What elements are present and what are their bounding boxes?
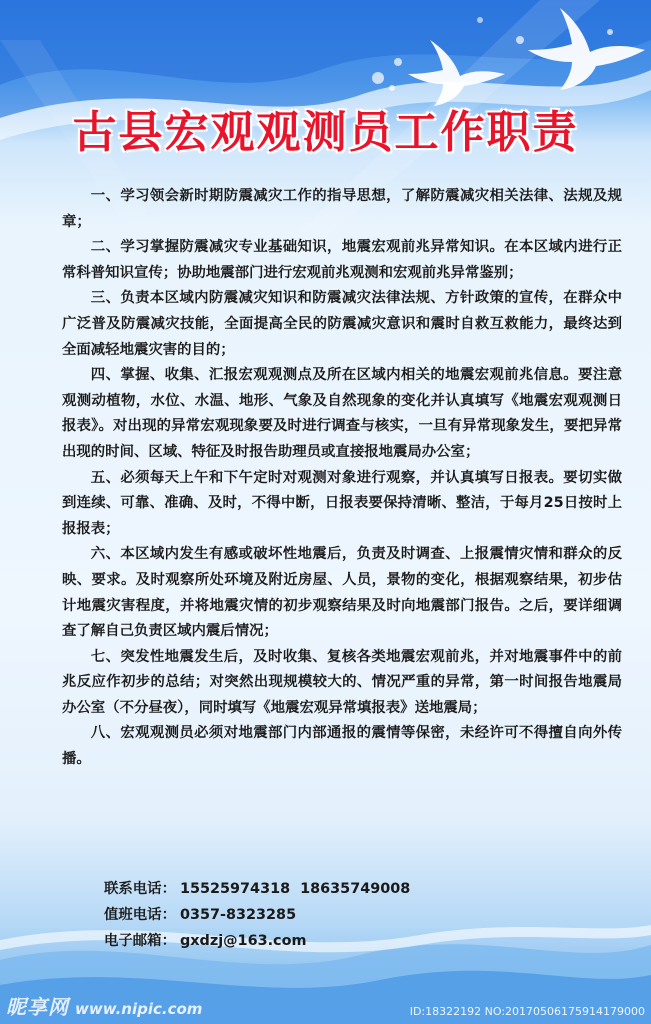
contact-phone-label: 联系电话： (104, 881, 176, 897)
watermark-id: ID:18322192 NO:20170506175914179000 (409, 1005, 645, 1018)
duty-phone-label: 值班电话： (104, 907, 176, 923)
duty-paragraph: 四、掌握、收集、汇报宏观观测点及所在区域内相关的地震宏观前兆信息。要注意观测动植物，水位、水温、地形、气象及自然现象的变化并认真填写《地震宏观观测日报表》。对出现的异常宏观现象要及时进行调查与核实，一旦有异常现象发生，要把异常出现的时间、区域、特征及时报告助理员或直接报地震局办公室； (62, 367, 622, 460)
duty-paragraph: 六、本区域内发生有感或破坏性地震后，负责及时调查、上报震情灾情和群众的反映、要求。及时观察所处环境及附近房屋、人员，景物的变化，根据观察结果，初步估计地震灾害程度，并将地震灾情的初步观察结果及时向地震部门报告。之后，要详细调查了解自己负责区域内震后情况； (62, 546, 622, 640)
contact-phone-row (104, 876, 410, 902)
duties-body (62, 184, 622, 773)
duty-phone-value: 0357-8323285 (179, 907, 297, 923)
watermark-logo-text: 昵享网 (6, 995, 69, 1019)
duty-paragraph: 二、学习掌握防震减灾专业基础知识，地震宏观前兆异常知识。在本区域内进行正常科普知识宣传；协助地震部门进行宏观前兆观测和宏观前兆异常鉴别； (62, 239, 622, 281)
duty-paragraph: 三、负责本区域内防震减灾知识和防震减灾法律法规、方针政策的宣传，在群众中广泛普及防震减灾技能，全面提高全民的防震减灾意识和震时自救互救能力，最终达到全面减轻地震灾害的目的； (62, 290, 622, 358)
page-title: 古县宏观观测员工作职责 (72, 107, 579, 158)
watermark-site: www.nipic.com (75, 1000, 203, 1018)
watermark-logo (6, 991, 202, 1020)
duty-paragraph: 八、宏观观测员必须对地震部门内部通报的震情等保密，未经许可不得擅自向外传播。 (62, 725, 622, 768)
duty-paragraph: 一、学习领会新时期防震减灾工作的指导思想，了解防震减灾相关法律、法规及规章； (62, 188, 622, 230)
email-row (104, 928, 410, 954)
duty-paragraph: 七、突发性地震发生后，及时收集、复核各类地震宏观前兆，并对地震事件中的前兆反应作初步的总结；对突然出现规模较大的、情况严重的异常，第一时间报告地震局办公室（不分昼夜），同时填写《地震宏观异常填报表》送地震局； (62, 648, 622, 716)
email-value: gxdzj@163.com (179, 933, 307, 949)
contact-phone-value: 15525974318 18635749008 (179, 881, 411, 897)
email-label: 电子邮箱： (104, 933, 176, 949)
duty-paragraph: 五、必须每天上午和下午定时对观测对象进行观察，并认真填写日报表。要切实做到连续、可靠、准确、及时，不得中断，日报表要保持清晰、整洁，于每月25日按时上报报表； (62, 469, 622, 537)
duty-phone-row (104, 902, 410, 928)
contact-info (104, 876, 410, 954)
